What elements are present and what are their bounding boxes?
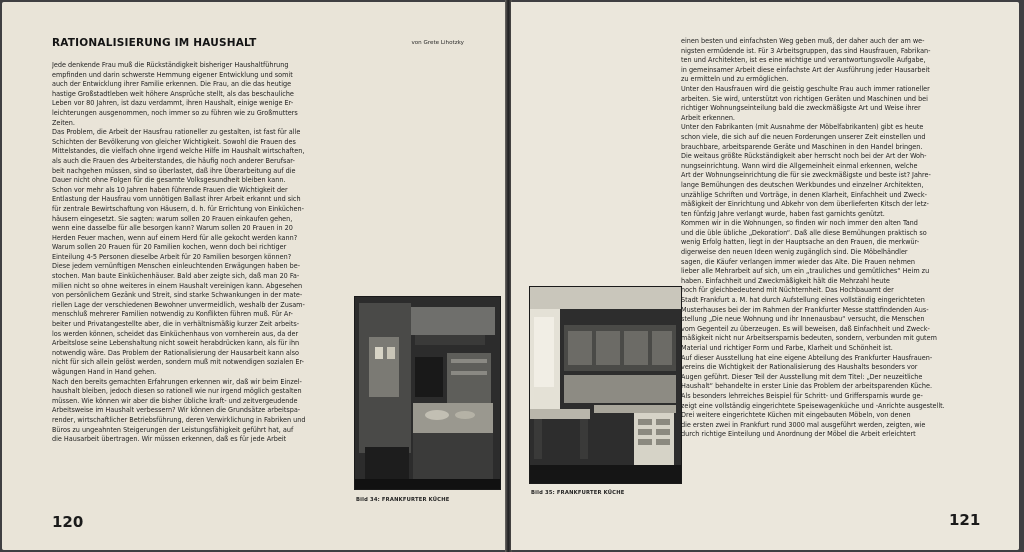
text-line: von persönlichem Gezänk und Streit, sind starke Schwankungen in der mate- bbox=[52, 290, 303, 300]
right-page bbox=[511, 2, 1019, 550]
text-line: lange Bemühungen des deutschen Werkbundes und einzelner Architekten, bbox=[681, 179, 924, 189]
text-line: los werden können, scheidet das Einküchenhaus von vornherein aus, da der bbox=[52, 328, 299, 338]
text-line: arbeiten. Sie wird, unterstützt von richtigen Geräten und Maschinen und bei bbox=[681, 93, 928, 103]
text-line: Arbeitslose seine Lebenshaltung nicht soweit herabdrücken kann, als für ihn bbox=[52, 338, 300, 348]
text-line: ten und Architekten, ist es eine wichtige und verantwortungsvolle Aufgabe, bbox=[681, 55, 926, 65]
text-line: Drei weitere eingerichtete Küchen mit eingebauten Möbeln, von denen bbox=[681, 410, 911, 420]
text-line: wenn eine dasselbe für alle besorgen kann? Warum sollen 20 Frauen in 20 bbox=[52, 223, 293, 233]
text-line: noch für gleichbedeutend mit Nüchternheit. Das Hochbauamt der bbox=[681, 285, 894, 295]
text-line: wägungen Hand in Hand gehen. bbox=[52, 367, 157, 376]
text-line: notwendig wäre. Das Problem der Rationalisierung der Hausarbeit kann also bbox=[52, 347, 299, 357]
text-line: Die weitaus größte Rückständigkeit aber herrscht noch bei der Art der Woh- bbox=[681, 151, 927, 161]
text-line: Schon vor mehr als 10 Jahren haben führende Frauen die Wichtigkeit der bbox=[52, 184, 288, 194]
text-line: vom Gegenteil zu überzeugen. Es will beweisen, daß Einfachheit und Zweck- bbox=[681, 323, 930, 333]
text-line: nungseinrichtung. Wann wird die Allgemeinheit einmal erkennen, welche bbox=[681, 160, 918, 170]
text-line: riellen Lage der verschiedenen Bewohner unvermeidlich, weshalb der Zusam- bbox=[52, 299, 305, 309]
text-line: milien nicht so ohne weiteres in einem Haushalt vereinigen kann. Abgesehen bbox=[52, 280, 303, 290]
text-line: mäßigkeit der Einrichtung und Abkehr von dem überlieferten Kitsch der letz- bbox=[681, 199, 929, 209]
text-line: Büros zu ungeahnten Steigerungen der Leistungsfähigkeit geführt hat, auf bbox=[52, 424, 294, 434]
text-line: beit nachgehen müssen, sind so überlastet, daß ihre Überarbeitung auf die bbox=[52, 165, 296, 175]
text-line: sagen, die Käufer verlangen immer wieder das Alte. Die Frauen nehmen bbox=[681, 256, 915, 266]
text-line: für zentrale Bewirtschaftung von Häusern, d. h. für Errichtung von Einküchen- bbox=[52, 203, 304, 213]
text-line: nicht für sich allein gelöst werden, sondern muß mit notwendigen sozialen Er- bbox=[52, 357, 304, 367]
text-line: haushalt bleiben, jedoch diesen so rationell wie nur irgend möglich gestalten bbox=[52, 386, 302, 396]
text-line: nigsten ermüdende ist. Für 3 Arbeitsgruppen, das sind Hausfrauen, Fabrikan- bbox=[681, 45, 931, 55]
text-line: leichterungen ausgenommen, noch immer so zu führen wie zu Großmutters bbox=[52, 107, 298, 117]
text-line: Arbeit erkennen. bbox=[681, 112, 735, 122]
text-line: häusern eingesetzt. Sie sagten: warum sollen 20 Frauen einkaufen gehen, bbox=[52, 213, 293, 223]
right-text-column bbox=[681, 36, 984, 439]
text-line: hastige Großstadtleben weit höhere Ansprüche stellt, als das beschauliche bbox=[52, 88, 294, 98]
text-line: einen besten und einfachsten Weg geben muß, der daher auch der am we- bbox=[681, 36, 925, 45]
text-line: lieber alle Mehrarbeit auf sich, um ein „trauliches und gemütliches“ Heim zu bbox=[681, 266, 930, 276]
text-line: Leben vor 80 Jahren, ist dazu verdammt, ihren Haushalt, einige wenige Er- bbox=[52, 98, 294, 108]
text-line: Mittelstandes, die vielfach ohne irgend welche Hilfe im Haushalt wirtschaften, bbox=[52, 146, 305, 156]
text-line: Jede denkende Frau muß die Rückständigkeit bisheriger Haushaltführung bbox=[52, 60, 289, 69]
text-line: Als besonders lehrreiches Beispiel für Schritt- und Griffersparnis wurde ge- bbox=[681, 390, 923, 400]
text-line: Diese jedem vernünftigen Menschen einleuchtenden Erwägungen haben be- bbox=[52, 261, 301, 271]
text-line: Augen geführt. Dieser Teil der Ausstellung mit dem Titel: „Der neuzeitliche bbox=[681, 371, 923, 381]
photo-frankfurter-kueche-35 bbox=[529, 286, 682, 484]
text-line: in gemeinsamer Arbeit diese einfachste Art der Ausführung jeder Hausarbeit bbox=[681, 64, 930, 74]
text-line: Einteilung 4-5 Personen dieselbe Arbeit für 20 Familien besorgen können? bbox=[52, 251, 292, 261]
text-line: Arbeitsweise im Haushalt verbessern? Wir können die Grundsätze arbeitspa- bbox=[52, 405, 301, 415]
text-line: die Hausarbeit übertragen. Wir müssen erkennen, daß es für jede Arbeit bbox=[52, 434, 287, 444]
text-line: Unter den Hausfrauen wird die geistig geschulte Frau auch immer rationeller bbox=[681, 83, 930, 93]
left-page bbox=[2, 2, 506, 550]
text-line: Kommen wir in die Wohnungen, so finden wir noch immer den alten Tand bbox=[681, 218, 918, 228]
caption-fig34: Bild 34: FRANKFURTER KÜCHE bbox=[356, 497, 450, 503]
text-line: die ersten zwei in Frankfurt rund 3000 mal ausgeführt werden, zeigten, wie bbox=[681, 419, 926, 429]
text-line: zu ermitteln und zu ermöglichen. bbox=[681, 74, 789, 84]
text-line: wenig Erfolg hatten, liegt in der Hauptsache an den Frauen, die merkwür- bbox=[681, 237, 920, 247]
text-line: mäßigkeit nicht nur Arbeitsersparnis bedeuten, sondern, verbunden mit gutem bbox=[681, 333, 937, 343]
text-line: menschluß mehrerer Familien notwendig zu Konflikten führen muß. Für Ar- bbox=[52, 309, 293, 319]
page-number-left: 120 bbox=[52, 513, 84, 531]
text-line: Unter den Fabrikanten (mit Ausnahme der Möbelfabrikanten) gibt es heute bbox=[681, 122, 924, 132]
text-line: Material und richtiger Form und Farbe, Klarheit und Schönheit ist. bbox=[681, 343, 893, 352]
photo-frankfurter-kueche-34 bbox=[354, 296, 501, 490]
page-number-right: 121 bbox=[949, 511, 981, 529]
text-line: Haushalt“ behandelte in erster Linie das Problem der arbeitsparenden Küche. bbox=[681, 381, 932, 391]
text-line: stellung „Die neue Wohnung und ihr Innenausbau“ versucht, die Menschen bbox=[681, 314, 925, 324]
text-line: Entlastung der Hausfrau vom unnötigen Ballast ihrer Arbeit erkannt und sich bbox=[52, 194, 301, 204]
text-line: haben. Einfachheit und Zweckmäßigkeit hält die Mehrzahl heute bbox=[681, 275, 890, 285]
text-line: brauchbare, arbeitsparende Geräte und Maschinen in den Handel bringen. bbox=[681, 141, 923, 151]
text-line: Nach den bereits gemachten Erfahrungen erkennen wir, daß wir beim Einzel- bbox=[52, 376, 302, 386]
text-line: Das Problem, die Arbeit der Hausfrau rationeller zu gestalten, ist fast für alle bbox=[52, 127, 301, 137]
text-line: Herden Feuer machen, wenn auf einem Herd für alle gekocht werden kann? bbox=[52, 232, 298, 242]
article-author: von Grete Lihotzky bbox=[411, 40, 464, 46]
text-line: schon viele, die sich auf die neuen Forderungen unserer Zeit einstellen und bbox=[681, 131, 926, 141]
text-line: richtiger Wohnungseinteilung bald die zweckmäßigste Art und Weise ihrer bbox=[681, 103, 921, 113]
kitchen-photo-35-image bbox=[530, 287, 681, 483]
text-line: auch der Entwicklung ihrer Familie erkennen. Die Frau, an die das heutige bbox=[52, 79, 292, 89]
left-text-column bbox=[52, 60, 345, 444]
text-line: beiter und Privatangestellte aber, die in verhältnismäßig kurzer Zeit arbeits- bbox=[52, 319, 300, 329]
text-line: Schichten der Bevölkerung von gleicher Wichtigkeit. Sowohl die Frauen des bbox=[52, 136, 296, 146]
text-line: Art der Wohnungseinrichtung die für sie zweckmäßigste und beste ist? Jahre- bbox=[681, 170, 931, 180]
text-line: und die üble übliche „Dekoration“. Daß alle diese Bemühungen praktisch so bbox=[681, 227, 927, 237]
text-line: Warum sollen 20 Frauen für 20 Familien kochen, wenn doch bei richtiger bbox=[52, 242, 287, 252]
text-line: render, wirtschaftlicher Betriebsführung, deren Verwirklichung in Fabriken und bbox=[52, 414, 306, 424]
text-line: digerweise den neuen Ideen wenig zugänglich sind. Die Möbelhändler bbox=[681, 247, 908, 257]
text-line: ten fünfzig Jahre verlangt wurde, haben fast garnichts genützt. bbox=[681, 208, 885, 218]
article-title: RATIONALISIERUNG IM HAUSHALT bbox=[52, 37, 257, 49]
text-line: vereins die Wichtigkeit der Rationalisierung des Haushalts besonders vor bbox=[681, 362, 918, 372]
text-line: müssen. Wie können wir aber die bisher übliche kraft- und zeitvergeudende bbox=[52, 395, 298, 405]
text-line: durch richtige Einteilung und Anordnung der Möbel die Arbeit erleichtert bbox=[681, 429, 916, 439]
text-line: Dauer nicht ohne Folgen für die gesamte Volksgesundheit bleiben kann. bbox=[52, 175, 286, 185]
text-line: stochen. Man baute Einküchenhäuser. Bald aber zeigte sich, daß man 20 Fa- bbox=[52, 271, 300, 281]
text-line: empfinden und darin schwerste Hemmung eigener Entwicklung und somit bbox=[52, 69, 293, 79]
text-line: Stadt Frankfurt a. M. hat durch Aufstellung eines vollständig eingerichteten bbox=[681, 295, 925, 305]
caption-fig35: Bild 35: FRANKFURTER KÜCHE bbox=[531, 490, 625, 496]
text-line: zeigt eine vollständig eingerichtete Speisewagenküche und -Anrichte ausgestellt. bbox=[681, 400, 945, 410]
text-line: Auf dieser Ausstellung hat eine eigene Abteilung des Frankfurter Hausfrauen- bbox=[681, 352, 933, 362]
text-line: unzählige Schriften und Vorträge, in denen Klarheit, Einfachheit und Zweck- bbox=[681, 189, 927, 199]
text-line: als auch die Frauen des Arbeiterstandes, die häufig noch anderer Berufsar- bbox=[52, 155, 295, 165]
text-line: Musterhauses bei der im Rahmen der Frankfurter Messe stattfindenden Aus- bbox=[681, 304, 929, 314]
article-header bbox=[52, 37, 464, 51]
text-line: Zeiten. bbox=[52, 117, 75, 127]
kitchen-photo-34-image bbox=[355, 297, 500, 489]
